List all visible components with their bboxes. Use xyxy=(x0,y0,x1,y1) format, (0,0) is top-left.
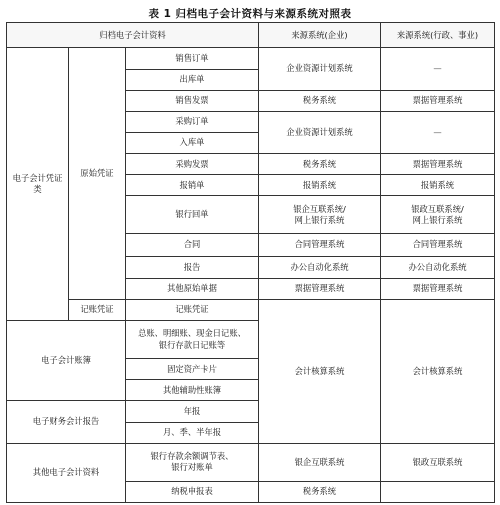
item-name: 总账、明细账、现金日记账、 银行存款日记账等 xyxy=(126,321,259,359)
table-row xyxy=(7,443,495,481)
source-government: 合同管理系统 xyxy=(381,234,495,256)
item-name: 销售订单 xyxy=(126,48,259,69)
table-title: 表 1 归档电子会计资料与来源系统对照表 xyxy=(148,8,352,20)
table-row xyxy=(7,48,495,69)
source-government: — xyxy=(381,111,495,153)
item-name: 出库单 xyxy=(126,69,259,90)
source-government xyxy=(381,481,495,502)
source-enterprise: 报销系统 xyxy=(259,175,381,196)
source-enterprise: 企业资源计划系统 xyxy=(259,48,381,90)
header-archived-materials: 归档电子会计资料 xyxy=(7,23,259,48)
source-government: 报销系统 xyxy=(381,175,495,196)
header-source-government: 来源系统(行政、事业) xyxy=(381,23,495,48)
item-name: 银行回单 xyxy=(126,196,259,234)
source-enterprise: 税务系统 xyxy=(259,154,381,175)
item-name: 记账凭证 xyxy=(126,299,259,320)
item-name: 采购发票 xyxy=(126,154,259,175)
source-government: 票据管理系统 xyxy=(381,278,495,299)
item-name: 合同 xyxy=(126,234,259,256)
header-row xyxy=(7,23,495,48)
source-government: 银政互联系统 xyxy=(381,443,495,481)
source-government: 票据管理系统 xyxy=(381,90,495,111)
item-name: 报销单 xyxy=(126,175,259,196)
item-name: 入库单 xyxy=(126,132,259,153)
item-name: 纳税申报表 xyxy=(126,481,259,502)
source-government: — xyxy=(381,48,495,90)
item-name: 固定资产卡片 xyxy=(126,359,259,380)
source-enterprise: 企业资源计划系统 xyxy=(259,111,381,153)
category-books: 电子会计账簿 xyxy=(7,321,126,401)
item-name: 月、季、半年报 xyxy=(126,422,259,443)
item-name: 银行存款余额调节表、 银行对账单 xyxy=(126,443,259,481)
source-enterprise: 银企互联系统 xyxy=(259,443,381,481)
category-other: 其他电子会计资料 xyxy=(7,443,126,502)
category-reports: 电子财务会计报告 xyxy=(7,401,126,443)
source-enterprise: 税务系统 xyxy=(259,481,381,502)
item-name: 其他辅助性账簿 xyxy=(126,380,259,401)
header-source-enterprise: 来源系统(企业) xyxy=(259,23,381,48)
source-enterprise: 会计核算系统 xyxy=(259,299,381,443)
source-government: 银政互联系统/ 网上银行系统 xyxy=(381,196,495,234)
item-name: 其他原始单据 xyxy=(126,278,259,299)
category-original-voucher: 原始凭证 xyxy=(69,48,126,300)
source-enterprise: 税务系统 xyxy=(259,90,381,111)
item-name: 报告 xyxy=(126,256,259,278)
item-name: 销售发票 xyxy=(126,90,259,111)
source-enterprise: 票据管理系统 xyxy=(259,278,381,299)
source-enterprise: 银企互联系统/ 网上银行系统 xyxy=(259,196,381,234)
source-government: 办公自动化系统 xyxy=(381,256,495,278)
category-voucher: 电子会计凭证类 xyxy=(7,48,69,321)
mapping-table xyxy=(6,22,495,503)
item-name: 采购订单 xyxy=(126,111,259,132)
category-bookkeeping-voucher: 记账凭证 xyxy=(69,299,126,320)
table-row xyxy=(7,299,495,320)
source-government: 会计核算系统 xyxy=(381,299,495,443)
source-enterprise: 办公自动化系统 xyxy=(259,256,381,278)
item-name: 年报 xyxy=(126,401,259,422)
source-government: 票据管理系统 xyxy=(381,154,495,175)
source-enterprise: 合同管理系统 xyxy=(259,234,381,256)
